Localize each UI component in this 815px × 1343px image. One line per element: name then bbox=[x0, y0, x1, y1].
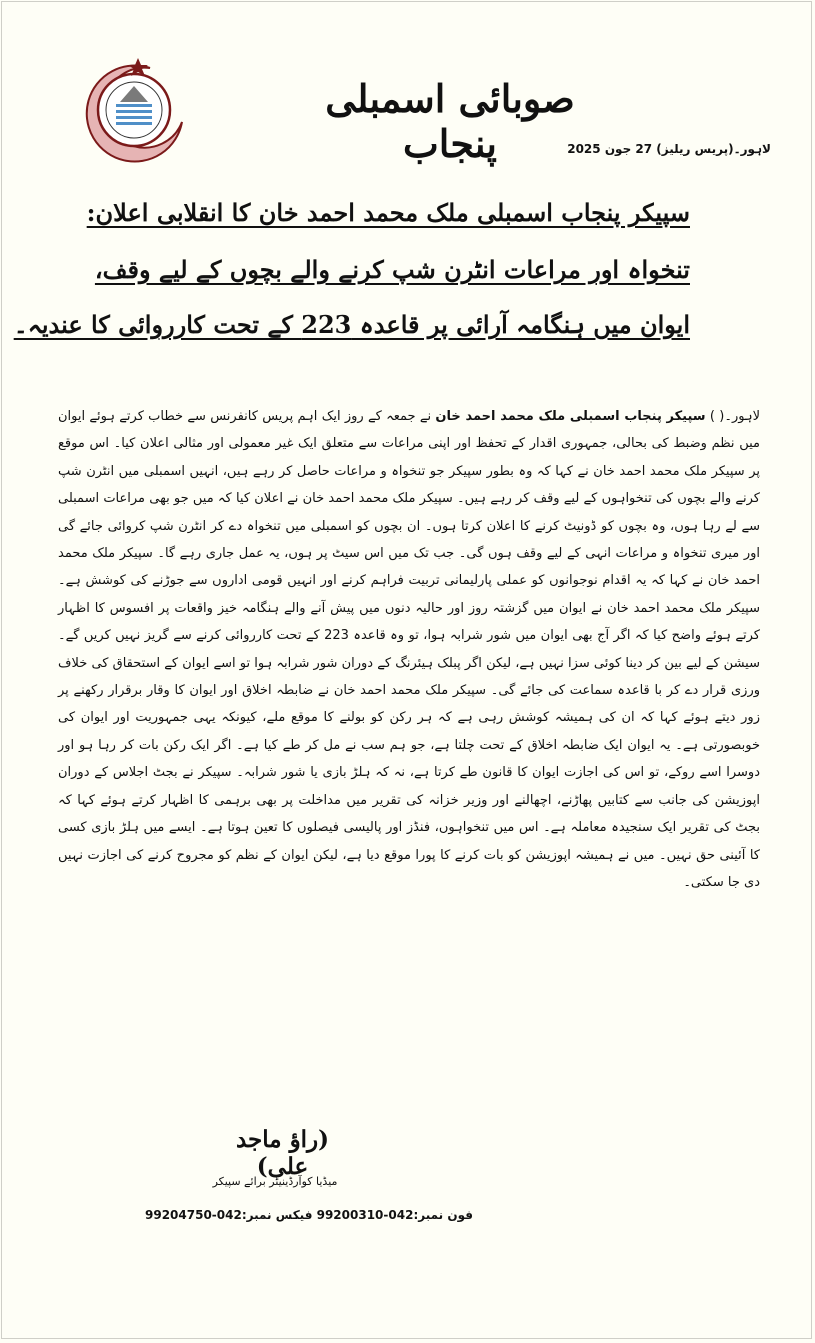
contact-numbers: فون نمبر:042-99200310 فیکس نمبر:042-99204750 bbox=[145, 1208, 473, 1222]
dateline: لاہور۔(پریس ریلیز) 27 جون 2025 bbox=[567, 142, 771, 156]
press-release-body bbox=[58, 403, 760, 896]
signatory-title: میڈیا کوآرڈینیٹر برائے سپیکر bbox=[212, 1175, 338, 1188]
punjab-assembly-logo-icon bbox=[82, 56, 192, 166]
signatory-name: (راؤ ماجد علی) bbox=[235, 1126, 330, 1180]
speaker-name: سپیکر پنجاب اسمبلی ملک محمد احمد خان bbox=[435, 409, 706, 424]
headline-line-1: سپیکر پنجاب اسمبلی ملک محمد احمد خان کا انقلابی اعلان: bbox=[86, 198, 690, 227]
assembly-masthead: صوبائی اسمبلی پنجاب bbox=[325, 76, 575, 166]
headline-line-3: ایوان میں ہنگامہ آرائی پر قاعدہ 223 کے تحت کارروائی کا عندیہ۔ bbox=[13, 310, 690, 339]
body-prefix: لاہور۔( ) bbox=[709, 409, 760, 424]
body-paragraph: نے جمعہ کے روز ایک اہم پریس کانفرنس سے خطاب کرتے ہوئے ایوان میں نظم وضبط کی بحالی، جمہوری اقدار کے تحفظ اور اپنی مراعات سے متعلق ایک غیر معمولی اور مثالی اعلان کیا۔ اس موقع پر سپیکر ملک محمد احمد خان نے کہا کہ وہ بطور سپیکر جو تنخواہ و مراعات حاصل کر رہے ہیں، انہیں اسمبلی میں انٹرن شپ کرنے والے بچوں کی تنخواہوں کے لیے وقف کر رہے ہیں۔ سپیکر ملک محمد احمد خان نے اعلان کیا کہ میں جو بھی مراعات اسمبلی سے لے رہا ہوں، وہ بچوں کو ڈونیٹ کرنے کا اعلان کرتا ہوں۔ ان بچوں کو اسمبلی میں تنخواہ دے کر انٹرن شپ کروائی جائے گی اور میری تنخواہ و مراعات انہی کے لیے وقف ہوں گی۔ جب تک میں اس سیٹ پر ہوں، یہ عمل جاری رہے گا۔ سپیکر ملک محمد احمد خان نے کہا کہ یہ اقدام نوجوانوں کو عملی پارلیمانی تربیت فراہم کرنے اور انہیں قومی اداروں سے جوڑنے کی کوشش ہے۔ سپیکر ملک محمد احمد خان نے ایوان میں گزشتہ روز اور حالیہ دنوں میں پیش آنے والے ہنگامہ خیز واقعات پر افسوس کا اظہار کرتے ہوئے واضح کیا کہ اگر آج بھی ایوان میں شور شرابہ ہوا، تو وہ قاعدہ 223 کے تحت کارروائی کرنے سے گریز نہیں کریں گے۔ سیشن کے لیے بین کر دینا کوئی سزا نہیں ہے، لیکن اگر پبلک ہیئرنگ کے دوران شور شرابہ ہوا تو اسے ایوان کے استحقاق کی خلاف ورزی قرار دے کر با قاعدہ سماعت کی جائے گی۔ سپیکر ملک محمد احمد خان نے ضابطہ اخلاق اور ایوان کا وقار برقرار رکھنے پر زور دیتے ہوئے کہا کہ ان کی ہمیشہ کوشش رہی ہے کہ ہر رکن کو بولنے کا موقع ملے، کیونکہ یہی جمہوریت اور ایوان کی خوبصورتی ہے۔ یہ ایوان ایک ضابطہ اخلاق کے تحت چلتا ہے، جو ہم سب نے مل کر طے کیا ہے۔ اگر ایک رکن بات کر رہا ہو اور دوسرا اسے روکے، تو اس کی اجازت ایوان کا قانون طے کرتا ہے، نہ کہ ہلڑ بازی یا شور شرابہ۔ سپیکر نے بجٹ اجلاس کے دوران اپوزیشن کی جانب سے کتابیں پھاڑنے، اچھالنے اور وزیر خزانہ کی تقریر میں مداخلت پر بھی برہمی کا اظہار کرتے ہوئے کہا کہ بجٹ کی تقریر ایک سنجیدہ معاملہ ہے۔ اس میں تنخواہوں، فنڈز اور پالیسی فیصلوں کا تعین ہوتا ہے۔ ایسے میں ہلڑ بازی کسی کا آئینی حق نہیں۔ میں نے ہمیشہ اپوزیشن کو بات کرنے کا پورا موقع دیا ہے، لیکن ایوان کے نظم کو مجروح کرنے کی اجازت نہیں دی جا سکتی۔ bbox=[58, 409, 760, 890]
headline-line-2: تنخواہ اور مراعات انٹرن شپ کرنے والے بچوں کے لیے وقف، bbox=[94, 255, 690, 284]
